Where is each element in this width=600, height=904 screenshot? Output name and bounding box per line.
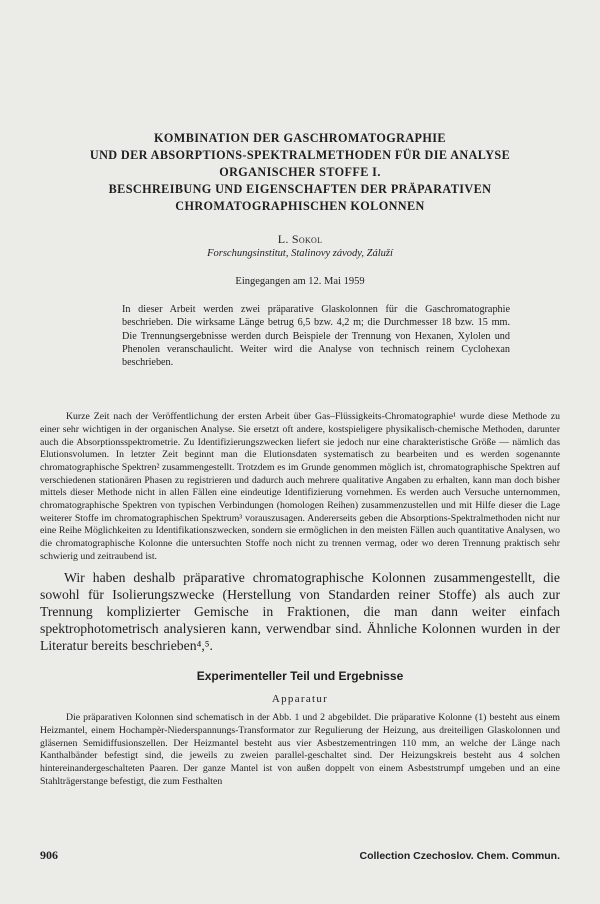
title-line: BESCHREIBUNG UND EIGENSCHAFTEN DER PRÄPARATIVEN [108,182,492,196]
title-line: UND DER ABSORPTIONS-SPEKTRALMETHODEN FÜR DIE ANALYSE [89,148,511,162]
journal-name: Collection Czechoslov. Chem. Commun. [359,850,560,862]
large-paragraph: Wir haben deshalb präparative chromatographische Kolonnen zusammengestellt, die sowohl für Isolierungszwecke (Herstellung von Standarden reiner Stoffe) als auch zur Trennung komplizierter Gemische in Fraktionen, die man dann weiter einfach spektrophotometrisch analysieren kann, verwendbar sind. Ähnliche Kolonnen wurden in der Literatur bereits beschrieben⁴,⁵. [40,570,560,654]
author-name: L. Sokol [277,232,323,246]
received-date: Eingegangen am 12. Mai 1959 [235,276,365,287]
abstract: In dieser Arbeit werden zwei präparative Glaskolonnen für die Gaschromatographie beschrieben. Die wirksame Länge betrug 6,5 bzw. 4,2 m; die Durchmesser 18 bzw. 15 mm. Die Trennungsergebnisse werden durch Beispiele der Trennung von Hexanen, Xylolen und Phenolen veranschaulicht. Weiter wird die Analyse von technisch reinem Cyclohexan beschrieben. [122,304,510,369]
title-line: KOMBINATION DER GASCHROMATOGRAPHIE [154,131,446,145]
page-number: 906 [40,848,58,862]
intro-paragraph: Kurze Zeit nach der Veröffentlichung der ersten Arbeit über Gas–Flüssigkeits-Chromatographie¹ wurde diese Methode zu einer sehr wichtigen in der organischen Analyse. Sie ersetzt oft andere, kostspieligere physikalisch-chemische Methoden, darunter auch die Absorptionsspektrometrie. Zu Identifizierungszwecken liefert sie jedoch nur eine charakteristische Größe — nämlich das Elutionsvolumen. In letzter Zeit beginnt man die Elutionsdaten systematisch zu bearbeiten und es werden sogenannte chromatographische Spektren² zusammengestellt. Trotzdem es im Grunde genommen möglich ist, chromatographische Spektren auf verschiedenen stationären Phasen zu registrieren und dadurch auch mehrere qualitative Angaben zu erhalten, kann man doch bisher mittels dieser Methode nicht in allen Fällen eine eindeutige Identifizierung vornehmen. Es werden auch Versuche unternommen, chromatographische Spektren von typischen Verbindungen (homologen Reihen) zusammenzustellen und mit Hilfe dieser die Lage weiterer Stoffe im chromatographischen Spektrum³ vorauszusagen. Andererseits geben die Absorptions-Spektralmethoden nicht nur eine Reihe Möglichkeiten zu Identifikationszwecken, sondern sie ermöglichen in den meisten Fällen auch quantitative Analysen, wo die chromatographische Kolonne die untersuchten Stoffe noch nicht zu trennen vermag, oder wo deren Trennung praktisch sehr schwierig und zeitraubend ist. [40,411,560,562]
title-line: ORGANISCHER STOFFE I. [219,165,381,179]
subsection-heading: Apparatur [271,693,329,706]
author-affiliation: Forschungsinstitut, Stalinovy závody, Záluží [207,248,393,259]
article-title [40,130,560,215]
page-footer [40,848,560,864]
section-heading: Experimenteller Teil und Ergebnisse [196,669,404,684]
title-line: CHROMATOGRAPHISCHEN KOLONNEN [175,199,425,213]
apparatus-paragraph: Die präparativen Kolonnen sind schematisch in der Abb. 1 und 2 abgebildet. Die präparative Kolonne (1) besteht aus einem Heizmantel, einem Hochampèr-Niederspannungs-Transformator zur Regulierung der Heizung, aus dreiteiligen Glaskolonnen und gläsernen Semidiffusionszellen. Der Heizmantel besteht aus vier Asbestzementringen 110 mm, an welche der Länge nach Kanthalbänder befestigt sind, die jeweils zu zweien parallel-geschaltet sind. Der Heizungskreis besteht aus 4 solchen hintereinandergeschalteten Paaren. Der ganze Mantel ist von außen doppelt von einem Asbeststrumpf umgeben und an eine Stahlträgerstange befestigt, die zum Festhalten [40,712,560,787]
